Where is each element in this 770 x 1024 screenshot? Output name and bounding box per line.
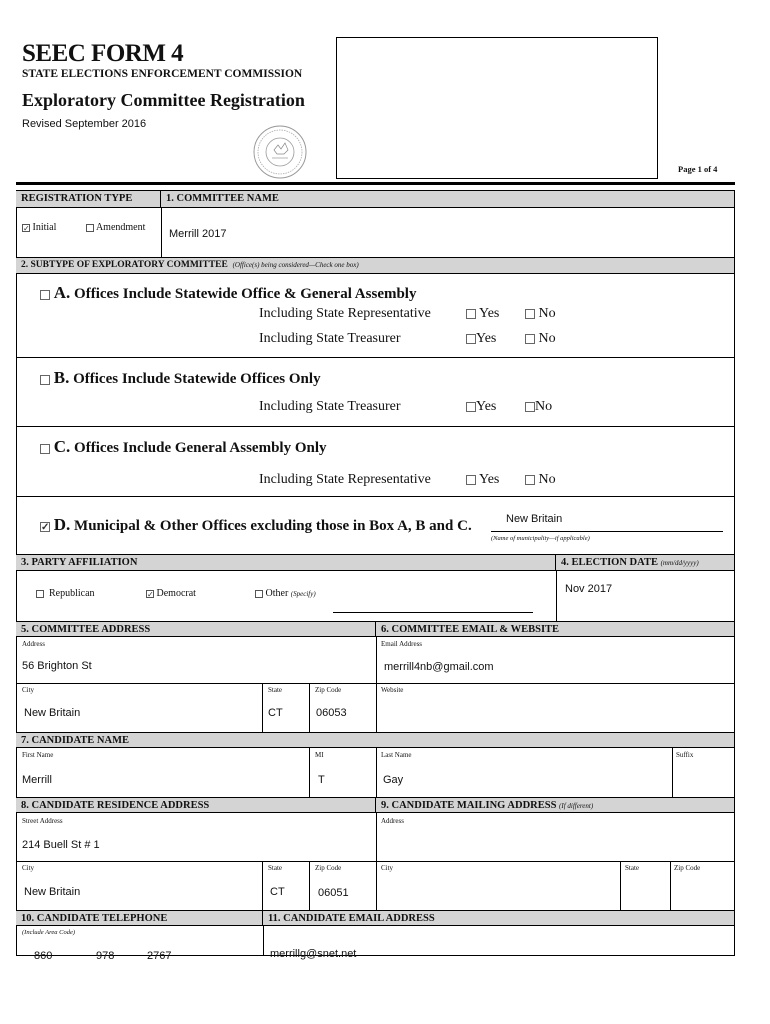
suffix-label: Suffix	[676, 751, 694, 759]
committee-name-header: 1. COMMITTEE NAME	[161, 190, 734, 208]
top-rule	[16, 182, 735, 185]
mailing-state-label: State	[625, 864, 639, 872]
divider	[376, 637, 377, 732]
divider	[376, 748, 377, 798]
first-name-field[interactable]: Merrill	[22, 774, 52, 786]
option-d-checkbox[interactable]: ✓	[41, 521, 50, 533]
option-b-line1: Including State Treasurer	[259, 399, 401, 414]
initial-label: Initial	[32, 222, 57, 233]
mi-field[interactable]: T	[318, 774, 325, 786]
residence-street-field[interactable]: 214 Buell St # 1	[22, 839, 100, 851]
municipality-label: (Name of municipality—if applicable)	[491, 535, 590, 542]
divider	[309, 683, 310, 732]
divider	[16, 683, 734, 684]
address-label: Address	[22, 640, 45, 648]
mailing-city-label: City	[381, 864, 394, 872]
other-checkbox[interactable]	[255, 590, 263, 598]
committee-name-field[interactable]: Merrill 2017	[169, 228, 227, 240]
option-c-line1-no[interactable]: No	[525, 472, 556, 488]
city-label: City	[22, 686, 35, 694]
amendment-checkbox[interactable]	[86, 224, 94, 232]
republican-option[interactable]: Republican	[36, 588, 95, 599]
state-seal-icon	[252, 124, 308, 180]
committee-city-field[interactable]: New Britain	[24, 707, 81, 719]
option-a-line1-yes[interactable]: Yes	[466, 306, 499, 322]
agency-name: STATE ELECTIONS ENFORCEMENT COMMISSION	[22, 68, 303, 80]
street-label: Street Address	[22, 817, 63, 825]
page-number: Page 1 of 4	[678, 164, 718, 174]
divider	[262, 683, 263, 732]
election-date-header: 4. ELECTION DATE (mm/dd/yyyy)	[556, 554, 734, 571]
option-a-line2-yes[interactable]: Yes	[466, 331, 496, 347]
democrat-option[interactable]: ✓ Democrat	[147, 588, 196, 599]
divider	[376, 813, 377, 911]
other-underline	[333, 612, 533, 613]
divider	[16, 861, 734, 862]
option-a-line1: Including State Representative	[259, 306, 431, 321]
residence-zip-field[interactable]: 06051	[318, 887, 349, 899]
divider	[16, 496, 734, 497]
residence-city-field[interactable]: New Britain	[24, 886, 81, 898]
stamp-box	[336, 37, 658, 179]
telephone-note: (Include Area Code)	[22, 929, 76, 936]
amendment-option[interactable]	[86, 222, 145, 233]
option-a-line2: Including State Treasurer	[259, 331, 401, 346]
divider	[620, 861, 621, 911]
residence-header: 8. CANDIDATE RESIDENCE ADDRESS	[16, 797, 376, 813]
option-b-checkbox[interactable]	[40, 375, 50, 385]
committee-zip-field[interactable]: 06053	[316, 707, 347, 719]
divider	[262, 861, 263, 911]
mi-label: MI	[315, 751, 324, 759]
divider	[556, 571, 557, 621]
option-b-line1-no[interactable]: No	[525, 399, 552, 415]
phone-line-field[interactable]: 2767	[147, 950, 172, 962]
divider	[672, 748, 673, 798]
option-c-checkbox[interactable]	[40, 444, 50, 454]
website-label: Website	[381, 686, 404, 694]
residence-city-label: City	[22, 864, 35, 872]
committee-address-header: 5. COMMITTEE ADDRESS	[16, 621, 376, 637]
election-date-field[interactable]: Nov 2017	[565, 583, 613, 595]
state-label: State	[268, 686, 282, 694]
municipality-field[interactable]: New Britain	[506, 513, 563, 525]
option-d[interactable]: ✓ D. Municipal & Other Offices excluding those in Box A, B and C.	[41, 515, 472, 534]
phone-area-field[interactable]: 860	[34, 950, 53, 962]
mailing-zip-label: Zip Code	[674, 864, 701, 872]
last-name-field[interactable]: Gay	[383, 774, 404, 786]
committee-contact-header: 6. COMMITTEE EMAIL & WEBSITE	[376, 621, 734, 637]
revision-date: Revised September 2016	[22, 118, 147, 130]
candidate-email-field[interactable]: merrillg@snet.net	[270, 948, 357, 960]
initial-option[interactable]	[22, 222, 56, 233]
form-title: SEEC FORM 4	[22, 40, 184, 67]
divider	[309, 748, 310, 798]
option-a[interactable]: A. Offices Include Statewide Office & General Assembly	[40, 283, 416, 303]
zip-label: Zip Code	[315, 686, 342, 694]
divider	[16, 357, 734, 358]
telephone-header: 10. CANDIDATE TELEPHONE	[16, 910, 263, 926]
divider	[309, 861, 310, 911]
committee-state-field[interactable]: CT	[268, 707, 283, 719]
initial-checkbox[interactable]: ✓	[23, 223, 30, 233]
divider	[670, 861, 671, 911]
subtype-header: 2. SUBTYPE OF EXPLORATORY COMMITTEE (Office(s) being considered—Check one box)	[16, 257, 734, 274]
registration-type-header: REGISTRATION TYPE	[16, 190, 161, 208]
municipality-underline	[491, 531, 723, 532]
residence-state-label: State	[268, 864, 282, 872]
first-name-label: First Name	[22, 751, 54, 759]
option-c-line1-yes[interactable]: Yes	[466, 472, 499, 488]
amendment-label: Amendment	[95, 222, 146, 233]
option-b[interactable]: B. Offices Include Statewide Offices Only	[40, 368, 321, 388]
divider	[161, 208, 162, 258]
mailing-header: 9. CANDIDATE MAILING ADDRESS (If different)	[376, 797, 734, 813]
mailing-address-label: Address	[381, 817, 404, 825]
option-a-line2-no[interactable]: No	[525, 331, 556, 347]
residence-zip-label: Zip Code	[315, 864, 342, 872]
party-header: 3. PARTY AFFILIATION	[16, 554, 556, 571]
candidate-name-header: 7. CANDIDATE NAME	[16, 732, 734, 748]
last-name-label: Last Name	[381, 751, 412, 759]
option-c[interactable]: C. Offices Include General Assembly Only	[40, 437, 327, 457]
option-c-line1: Including State Representative	[259, 472, 431, 487]
committee-address-field[interactable]: 56 Brighton St	[22, 660, 92, 672]
divider	[263, 926, 264, 955]
option-a-line1-no[interactable]: No	[525, 306, 556, 322]
document-title: Exploratory Committee Registration	[22, 90, 305, 110]
phone-prefix-field[interactable]: 978	[96, 950, 115, 962]
other-option[interactable]: Other (Specify)	[255, 588, 316, 599]
email-label: Email Address	[381, 640, 423, 648]
candidate-email-header: 11. CANDIDATE EMAIL ADDRESS	[263, 910, 734, 926]
option-b-line1-yes[interactable]: Yes	[466, 399, 496, 415]
divider	[16, 426, 734, 427]
republican-checkbox[interactable]	[36, 590, 44, 598]
committee-email-field[interactable]: merrill4nb@gmail.com	[384, 661, 494, 673]
option-a-checkbox[interactable]	[40, 290, 50, 300]
residence-state-field[interactable]: CT	[270, 886, 285, 898]
democrat-checkbox[interactable]: ✓	[147, 589, 154, 599]
